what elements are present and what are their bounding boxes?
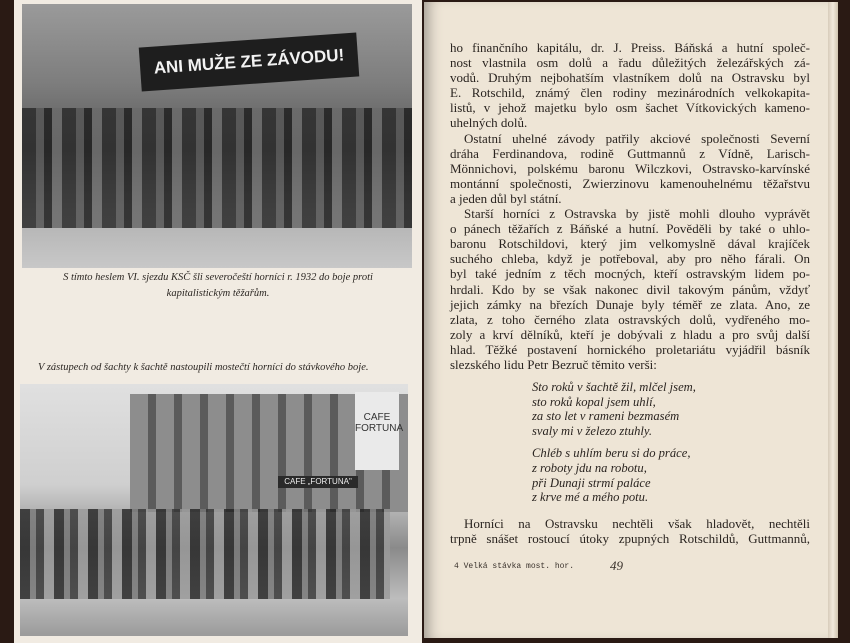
footer-signature-note: 4 Velká stávka most. hor. xyxy=(454,562,575,571)
paragraph-2 xyxy=(450,131,810,206)
poem-line: svaly mi v železo ztuhly. xyxy=(532,423,652,438)
text-line: Mönnichovi, polskému baronu Wilczkovi, Ostravsko-karvínské xyxy=(450,160,810,176)
photo-crowd xyxy=(22,108,412,228)
poem-line: z roboty jdu na robotu, xyxy=(532,460,647,475)
text-line: zlata, z toho černého zlata ostravských dolů, vydřeného mo- xyxy=(450,311,810,327)
poem-stanza-1 xyxy=(532,380,696,438)
text-line: suchého chleba, když je potřeboval, aby pro něho fárali. On xyxy=(450,251,810,267)
text-line: slezského lidu Petr Bezruč těmito verši: xyxy=(450,356,657,372)
text-line: o pánech těžařích z Báňské a hutní. Pověděli by také o uhlo- xyxy=(450,221,810,237)
text-line: byl také jedním z těch mocných, kteří ostravským lidem po- xyxy=(450,266,810,282)
page-edge xyxy=(828,2,838,638)
text-line: hlad. Těžké postavení hornického proletariátu vyjádřil básník xyxy=(450,341,810,357)
text-line: nost vlastnila osm dolů a řadu důležitých železářských zá- xyxy=(450,55,810,71)
text-line: E. Rotschild, známý člen rodiny mezinárodních velkokapita- xyxy=(450,85,810,101)
poem-line: Sto roků v šachtě žil, mlčel jsem, xyxy=(532,380,696,394)
photo-miners-march-banner xyxy=(22,4,412,268)
text-line: uhelných dolů. xyxy=(450,115,528,131)
text-line: zoly a krví dělníků, kteří je dobývali z hladu a pro svůj další xyxy=(450,326,810,342)
cafe-sign-vertical: CAFE FORTUNA xyxy=(355,392,399,470)
text-line: baronu Rotschildovi, který jim velkomyslně dával krajíček xyxy=(450,236,810,252)
body-text xyxy=(450,40,810,372)
poem-line: za sto let v rameni bezmasém xyxy=(532,409,680,424)
left-page xyxy=(14,0,422,643)
paragraph-3 xyxy=(450,206,810,372)
right-page xyxy=(424,2,838,638)
text-line: a jeden důl byl státní. xyxy=(450,190,562,206)
text-line: Horníci na Ostravsku nechtěli však hladovět, nechtěli xyxy=(464,516,810,531)
photo-crowd-bicycles xyxy=(20,509,390,599)
text-line: listů, v jehož majetku bylo osm šachet Vítkovických kameno- xyxy=(450,100,810,116)
page-number: 49 xyxy=(610,558,623,573)
text-line: Ostatní uhelné závody patřily akciové společnosti Severní xyxy=(464,130,810,146)
text-line: hrdali. Kdo by se však nakonec divil takovým pánům, vždyť xyxy=(450,281,810,297)
text-line: montánní společnosti, Zwierzinovu kamenouhelnému těžařstvu xyxy=(450,175,810,191)
poem-stanza-2 xyxy=(532,446,696,504)
caption-line: S tímto heslem VI. sjezdu KSČ šli severočeští horníci r. 1932 do boje proti xyxy=(63,272,373,283)
poem-line: z krve mé a mého potu. xyxy=(532,490,649,505)
poem-line: Chléb s uhlím beru si do práce, xyxy=(532,446,691,461)
photo2-caption: V zástupech od šachty k šachtě nastoupili mostečtí horníci do stávkového boje. xyxy=(38,362,369,373)
photo-miners-street xyxy=(20,384,408,636)
text-line: dráha Ferdinandova, rodině Guttmannů z Vídně, Larisch- xyxy=(450,145,810,161)
photo1-caption xyxy=(28,270,408,302)
poem-line: při Dunaji strmí paláce xyxy=(532,475,651,490)
caption-line: kapitalistickým těžařům. xyxy=(166,288,270,299)
protest-banner: ANI MUŽE ZE ZÁVODU! xyxy=(139,32,360,91)
text-line: ho finančního kapitálu, dr. J. Preiss. Báňská a hutní společ- xyxy=(450,40,810,55)
text-line: trpně snášet rostoucí útoky zpupných Rotschildů, Guttmannů, xyxy=(450,531,810,547)
text-line: vodů. Druhým nejbohatším vlastníkem dolů na Ostravsku byl xyxy=(450,70,810,86)
poem-line: sto roků kopal jsem uhlí, xyxy=(532,394,656,409)
paragraph-4 xyxy=(450,516,810,546)
paragraph-1 xyxy=(450,40,810,131)
text-line: jejich zámky na březích Dunaje byly téměř ze zlata. Ano, ze xyxy=(450,296,810,312)
text-line: Starší horníci z Ostravska by jistě mohli dlouho vyprávět xyxy=(464,206,810,222)
cafe-sign-horizontal: CAFE „FORTUNA" xyxy=(278,476,358,488)
poem xyxy=(532,380,696,513)
